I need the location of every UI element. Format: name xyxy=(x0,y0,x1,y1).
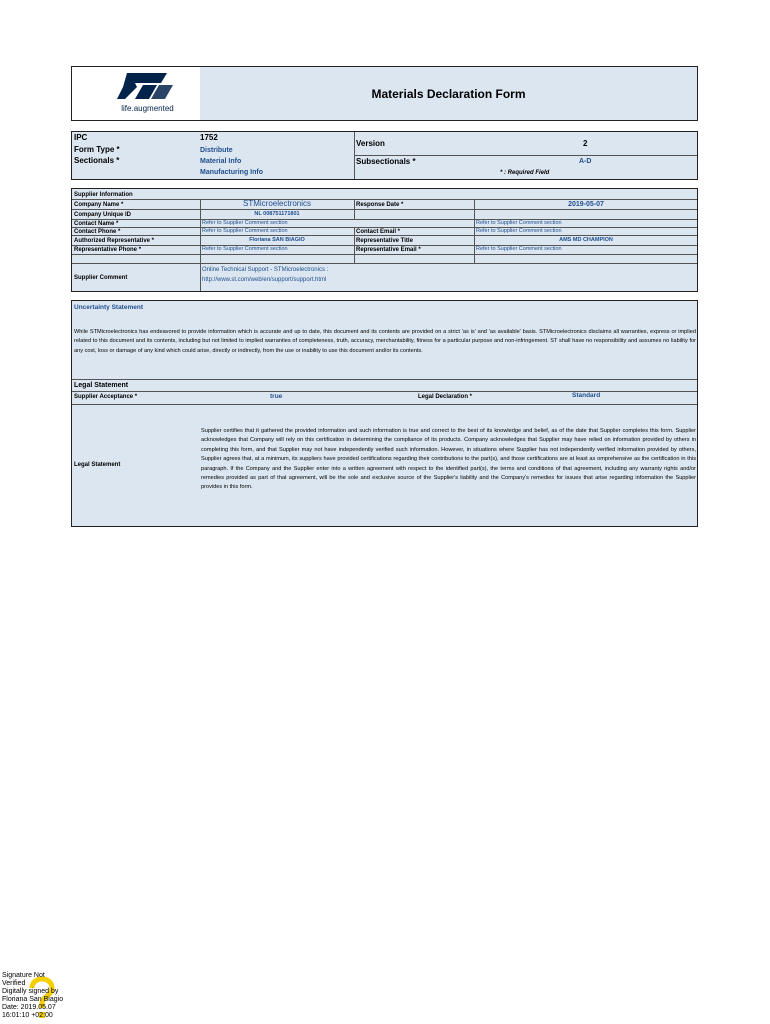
supplier-comment-line-1: Online Technical Support - STMicroelectronics : xyxy=(202,267,329,273)
supplier-section-title: Supplier Information xyxy=(74,192,133,198)
sectionals-value-2: Manufacturing Info xyxy=(200,169,263,176)
form-title: Materials Declaration Form xyxy=(371,87,526,101)
subsectionals-value: A-D xyxy=(579,158,592,165)
contact-phone-value: Refer to Supplier Comment section xyxy=(202,228,288,234)
signature-line-5: Date: 2019.05.07 xyxy=(2,1004,56,1011)
legal-statement-text: Supplier certifies that it gathered the provided information and such information is true and correct to the best of its knowledge and belief, as of the date that Supplier completes this form. Supplier acknowledges that Company will rely on this certification in determining the compliance of its products. Company acknowledges that Supplier may have relied on information provided by others in completing this form, and that Supplier may not have independently verified such information. However, in situations where Supplier has not independently verified information provided by others, Supplier agrees that, at a minimum, its suppliers have provided certifications regarding their contributions to the part(s), and those certifications are at least as omprehensive as the certification in this paragraph. If the Company and the Supplier enter into a written agreement with respect to the identified part(s), the terms and conditions of that agreement, including any warranty rights and/or remedies provided as part of that agreement, will be the sole and exclusive source of the Supplier's liability and the Company's remedies for issues that arise regarding information the Supplier provides in this form. xyxy=(201,428,696,491)
form-type-value: Distribute xyxy=(200,147,233,154)
signature-line-1: Signature Not xyxy=(2,972,45,979)
rep-title-value: AMS MD CHAMPION xyxy=(559,237,613,243)
sectionals-label: Sectionals * xyxy=(74,156,120,165)
supplier-acceptance-value: true xyxy=(270,393,283,400)
company-name-label: Company Name * xyxy=(74,202,124,208)
signature-line-3: Digitally signed by xyxy=(2,988,59,995)
uncertainty-text: While STMicroelectronics has endeavored to provide information which is accurate and up to date, this document and its contents are provided on a strict 'as is' and 'as available' basis. STMicroelectronics disclaims all warranties, express or implied related to this document and its contents, including but not limited to implied warranties of completeness, truth, accuracy, merchantability, fitness for a particular purpose and non-infringement. ST shall have no responsibility and assumes no liability for any cost, loss or damage of any kind which could arise, directly or indirectly, from the use or inability to use this document and/or its contents. xyxy=(74,329,696,354)
version-value: 2 xyxy=(583,139,588,148)
company-name-value: STMicroelectronics xyxy=(242,199,311,208)
company-id-label: Company Unique ID xyxy=(74,212,132,218)
title-panel xyxy=(200,67,697,120)
form-info-box xyxy=(71,131,698,180)
form-type-label: Form Type * xyxy=(74,145,120,154)
contact-name-label: Contact Name * xyxy=(74,221,119,227)
signature-line-2: Verified xyxy=(2,980,26,987)
legal-declaration-label: Legal Declaration * xyxy=(418,394,473,400)
company-id-value: NL 008751171801 xyxy=(254,211,300,217)
rep-phone-label: Representative Phone * xyxy=(74,247,142,253)
response-date-value: 2019-05-07 xyxy=(568,201,604,208)
ipc-value: 1752 xyxy=(200,133,218,142)
response-date-label: Response Date * xyxy=(356,202,404,208)
sectionals-value-1: Material Info xyxy=(200,158,242,165)
contact-email-label: Contact Email * xyxy=(356,229,401,235)
supplier-acceptance-label: Supplier Acceptance * xyxy=(74,394,138,400)
legal-title: Legal Statement xyxy=(74,382,129,389)
supplier-comment-line-2: http://www.st.com/web/en/support/support.html xyxy=(202,277,327,283)
signature-line-4: Floriana San Biagio xyxy=(2,996,64,1003)
contact-name-right-value: Refer to Supplier Comment section xyxy=(476,220,562,226)
logo-tagline: life.augmented xyxy=(121,104,174,113)
authorized-rep-label: Authorized Representative * xyxy=(74,238,155,244)
rep-title-label: Representative Title xyxy=(356,238,413,244)
form-header xyxy=(71,66,698,121)
version-label: Version xyxy=(356,139,385,148)
subsectionals-label: Subsectionals * xyxy=(356,157,416,166)
legal-statement-label: Legal Statement xyxy=(74,462,121,468)
signature-line-6: 16:01:10 +02:00 xyxy=(2,1012,53,1019)
contact-phone-label: Contact Phone * xyxy=(74,229,121,235)
contact-email-value: Refer to Supplier Comment section xyxy=(476,228,562,234)
rep-email-label: Representative Email * xyxy=(356,247,421,253)
uncertainty-title: Uncertainty Statement xyxy=(74,304,143,311)
legal-declaration-value: Standard xyxy=(572,392,601,399)
logo-panel xyxy=(95,67,200,120)
supplier-info-box xyxy=(71,188,698,292)
st-logo-icon xyxy=(115,71,175,101)
ipc-label: IPC xyxy=(74,133,88,142)
rep-email-value: Refer to Supplier Comment section xyxy=(476,246,562,252)
authorized-rep-value: Floriana SAN BIAGIO xyxy=(249,237,305,243)
required-field-note: * : Required Field xyxy=(500,170,550,176)
statements-box xyxy=(71,300,698,527)
supplier-comment-label: Supplier Comment xyxy=(74,275,128,281)
rep-phone-value: Refer to Supplier Comment section xyxy=(202,246,288,252)
contact-name-value: Refer to Supplier Comment section xyxy=(202,220,288,226)
signature-block xyxy=(2,972,82,1022)
